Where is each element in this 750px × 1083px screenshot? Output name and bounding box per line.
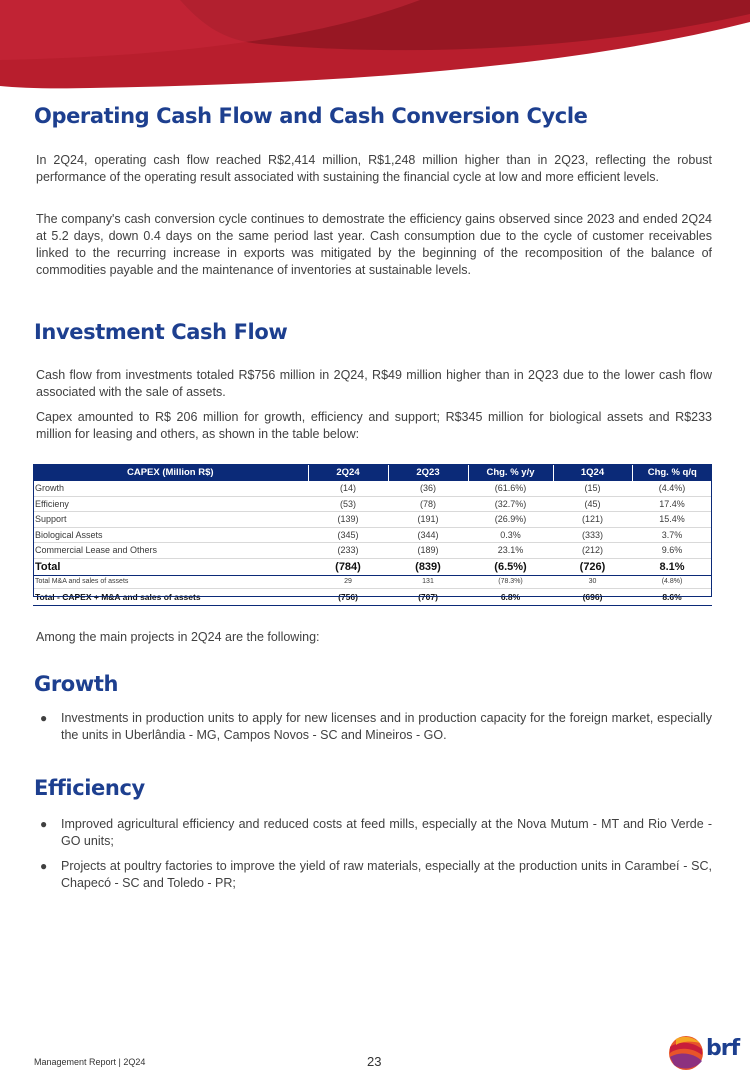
- table-row-biological-assets: [33, 527, 712, 543]
- header-wave-banner: [0, 0, 750, 95]
- table-cell: (726): [553, 558, 632, 575]
- list-item: [36, 858, 712, 892]
- growth-title: Growth: [34, 672, 119, 696]
- page-number: 23: [367, 1054, 382, 1069]
- table-cell: Total: [33, 558, 308, 575]
- table-cell: (78): [388, 496, 468, 512]
- table-cell: (344): [388, 527, 468, 543]
- table-row-support: [33, 512, 712, 528]
- investment-paragraph-1: Cash flow from investments totaled R$756 million in 2Q24, R$49 million higher than in 2Q23 due to the lower cash flow associated with the sale of assets.: [36, 368, 712, 399]
- list-item: [36, 816, 712, 850]
- table-cell: (6.5%): [468, 558, 553, 575]
- table-cell: (139): [308, 512, 388, 528]
- header-chg-qq: Chg. % q/q: [632, 464, 712, 481]
- table-cell: (36): [388, 481, 468, 496]
- table-cell: (333): [553, 527, 632, 543]
- table-row-efficiency: [33, 496, 712, 512]
- table-cell: (191): [388, 512, 468, 528]
- efficiency-bullet-list: [36, 816, 712, 900]
- efficiency-title: Efficiency: [34, 776, 145, 800]
- bullet-text: Improved agricultural efficiency and reduced costs at feed mills, especially at the Nova Mutum - MT and Rio Verde - GO units;: [61, 817, 712, 848]
- table-cell: Total M&A and sales of assets: [33, 575, 308, 588]
- table-cell: 131: [388, 575, 468, 588]
- table-cell: (784): [308, 558, 388, 575]
- table-cell: 17.4%: [632, 496, 712, 512]
- table-row-commercial-lease: [33, 543, 712, 559]
- table-cell: 15.4%: [632, 512, 712, 528]
- table-cell: 6.8%: [468, 588, 553, 605]
- table-cell: 23.1%: [468, 543, 553, 559]
- table-cell: Support: [33, 512, 308, 528]
- table-cell: 29: [308, 575, 388, 588]
- header-capex: CAPEX (Million R$): [33, 464, 308, 481]
- table-cell: (839): [388, 558, 468, 575]
- table-cell: 8.6%: [632, 588, 712, 605]
- brf-logo-text: brf: [706, 1036, 740, 1061]
- investment-paragraph-2: Capex amounted to R$ 206 million for growth, efficiency and support; R$345 million for biological assets and R$233 million for leasing and others, as shown in the table below:: [36, 410, 712, 441]
- table-cell: 3.7%: [632, 527, 712, 543]
- footer-label: Management Report | 2Q24: [34, 1057, 146, 1067]
- operating-paragraph-1: In 2Q24, operating cash flow reached R$2,414 million, R$1,248 million higher than in 2Q23, reflecting the robust performance of the operating result associated with sustaining the financial cycle at low and more efficient levels.: [36, 153, 712, 184]
- bullet-icon: ●: [40, 817, 48, 831]
- bullet-icon: ●: [40, 711, 48, 725]
- operating-cash-flow-title: Operating Cash Flow and Cash Conversion Cycle: [34, 104, 588, 128]
- table-row-total: [33, 558, 712, 575]
- table-cell: (14): [308, 481, 388, 496]
- table-cell: (4.4%): [632, 481, 712, 496]
- header-2q24: 2Q24: [308, 464, 388, 481]
- table-row-grand-total: [33, 588, 712, 605]
- projects-intro: Among the main projects in 2Q24 are the following:: [36, 630, 320, 644]
- header-chg-yy: Chg. % y/y: [468, 464, 553, 481]
- table-cell: (233): [308, 543, 388, 559]
- table-cell: (121): [553, 512, 632, 528]
- header-1q24: 1Q24: [553, 464, 632, 481]
- table-cell: (61.6%): [468, 481, 553, 496]
- table-cell: 9.6%: [632, 543, 712, 559]
- table-cell: 8.1%: [632, 558, 712, 575]
- list-item: [36, 710, 712, 744]
- table-cell: (756): [308, 588, 388, 605]
- bullet-text: Investments in production units to apply for new licenses and in production capacity for the foreign market, especially the units in Uberlândia - MG, Campos Novos - SC and Mineiros - GO.: [61, 711, 712, 742]
- header-2q23: 2Q23: [388, 464, 468, 481]
- table-cell: (15): [553, 481, 632, 496]
- table-cell: 0.3%: [468, 527, 553, 543]
- bullet-text: Projects at poultry factories to improve the yield of raw materials, especially at the production units in Carambeí - SC, Chapecó - SC and Toledo - PR;: [61, 859, 712, 890]
- table-cell: Efficieny: [33, 496, 308, 512]
- table-cell: Commercial Lease and Others: [33, 543, 308, 559]
- table-cell: (26.9%): [468, 512, 553, 528]
- table-cell: Growth: [33, 481, 308, 496]
- table-cell: (707): [388, 588, 468, 605]
- table-cell: (45): [553, 496, 632, 512]
- operating-paragraph-2: The company's cash conversion cycle continues to demostrate the efficiency gains observed since 2023 and ended 2Q24 at 5.2 days, down 0.4 days on the same period last year. Cash consumption due to the cycle of customer receivables linked to the recurring increase in exports was mitigated by the beginning of the recomposition of the balance of commodities payable and the maintenance of inventories at sustainable levels.: [36, 212, 712, 277]
- bullet-icon: ●: [40, 859, 48, 873]
- table-cell: (4.8%): [632, 575, 712, 588]
- table-cell: (32.7%): [468, 496, 553, 512]
- table-cell: (53): [308, 496, 388, 512]
- table-cell: Total - CAPEX + M&A and sales of assets: [33, 588, 308, 605]
- table-cell: (696): [553, 588, 632, 605]
- capex-table: [33, 464, 712, 606]
- table-cell: 30: [553, 575, 632, 588]
- capex-table-header-row: [33, 464, 712, 481]
- investment-cash-flow-title: Investment Cash Flow: [34, 320, 288, 344]
- table-cell: (78.3%): [468, 575, 553, 588]
- table-cell: (189): [388, 543, 468, 559]
- table-row-ma-sales: [33, 575, 712, 588]
- table-cell: (212): [553, 543, 632, 559]
- table-cell: (345): [308, 527, 388, 543]
- growth-bullet-list: [36, 710, 712, 752]
- table-row-growth: [33, 481, 712, 496]
- table-cell: Biological Assets: [33, 527, 308, 543]
